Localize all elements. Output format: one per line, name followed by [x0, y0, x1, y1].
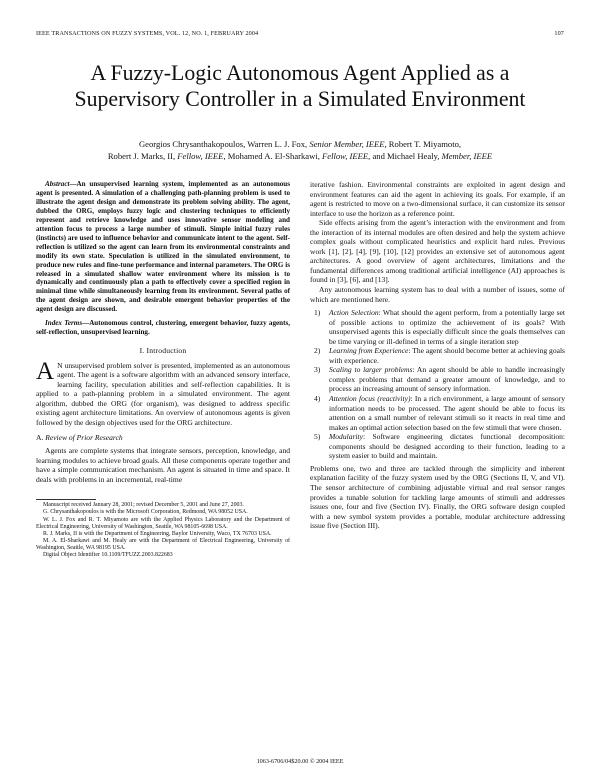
list-item [310, 308, 565, 346]
list-item-title: Attention focus (reactivity) [329, 394, 411, 404]
list-item-text: : Software engineering dictates functional decomposition: components should be designed according to their function, leading to a system easier to build and maintain. [329, 432, 565, 461]
list-item-title: Modularity [329, 432, 363, 442]
issues-list [310, 308, 565, 461]
list-item-title: Scaling to larger problems [329, 365, 413, 375]
author-names-1: Georgios Chrysanthakopoulos, Warren L. J. Fox, [138, 139, 310, 149]
index-terms-text: —Autonomous control, clustering, emergent behavior, fuzzy agents, self-reflection, unsupervised learning. [36, 319, 290, 337]
paragraph: iterative fashion. Environmental constraints are exploited in agent design and environment features can aid the agent in achieving its goals. For example, if an agent is restricted to move on a two-dimensional surface, it can customize its sensor interface to use the horizon as a reference point. [310, 180, 565, 218]
author-names-2: , Robert T. Miyamoto, [384, 139, 462, 149]
footnotes [36, 502, 290, 559]
list-item [310, 346, 565, 365]
paragraph: Side effects arising from the agent’s interaction with the environment and from the interaction of its internal modules are often desired and help the system achieve complex goals without complicated heuristics and explicit hard rules. Previous work [1], [2], [4], [9], [10], [12] provides an extensive set of autonomous agent architectures. A good overview of agent architectures, limitations and the fundamental differences among traditional artificial intelligence (AI) approaches is found in [3], [6], and [13]. [310, 218, 565, 285]
author-line-2 [20, 151, 580, 163]
list-item [310, 432, 565, 461]
right-column [310, 180, 565, 531]
list-item-text: : In a rich environment, a large amount of sensory information needs to be processed. The agent should be able to focus its attention on a small number of relevant stimuli so it reacts in real time and makes an optimal action selection based on the few stimuli that were chosen. [329, 394, 565, 432]
subsection-number: A. [36, 432, 46, 442]
list-item-text: : The agent should become better at achieving goals with experience. [329, 346, 565, 365]
list-item-text: : An agent should be able to handle increasingly complex problems that demand a greater amount of knowledge, and to process an increasing amount of sensory information. [329, 365, 565, 394]
intro-text: N unsupervised problem solver is presented, implemented as an autonomous agent. The agent is a software algorithm with an advanced sensory interface, learning facility, speculation abilities and self-reflection capabilities. It is applied to a path-planning problem in a simulated environment. The agent algorithm, dubbed the ORG (for organism), was designed to address specific existing agent architecture limitations. An overview of autonomous agents is given followed by the design objectives used for the ORG architecture. [36, 360, 290, 428]
index-terms-label: Index Terms [45, 319, 83, 328]
footnote: R. J. Marks, II is with the Department of Engineering, Baylor University, Waco, TX 76703 USA. [43, 530, 272, 537]
author-grade-2: Fellow, IEEE [177, 150, 224, 161]
list-item-title: Action Selection [329, 308, 379, 318]
author-grade-4: Member, IEEE [441, 150, 493, 161]
author-line-1 [20, 139, 580, 151]
subsection-title: Review of Prior Research [45, 432, 123, 442]
footnote: G. Chrysanthakopoulos is with the Microsoft Corporation, Redmond, WA 98052 USA. [43, 509, 248, 516]
list-item [310, 394, 565, 432]
paper-title [20, 60, 580, 112]
list-number: 4) [314, 394, 321, 404]
footnote: Manuscript received January 28, 2001; revised December 5, 2001 and June 27, 2003. [43, 502, 244, 509]
section-heading: I. Introduction [139, 346, 187, 356]
list-item-title: Learning from Experience [329, 346, 409, 356]
subsection-heading [36, 433, 290, 443]
paragraph: Problems one, two and three are tackled through the simplicity and inherent explanation facility of the fuzzy system used by the ORG (Sections II, V, and VI). The sensor architecture of combining adjustable virtual and real sensor ranges provides a tunable solution for tackling large amounts of stimuli and addresses issues one, four and five (Section IV). Finally, the ORG software design coupled with a new symbol system provides a portable, modular architecture addressing issue five (Section III). [310, 463, 565, 531]
abstract [36, 180, 290, 314]
page-number: 107 [554, 30, 564, 37]
abstract-label: Abstract [45, 180, 70, 188]
author-names-4: , Mohamed A. El-Sharkawi, [223, 150, 323, 161]
drop-cap: A [36, 357, 55, 385]
footnote-doi: Digital Object Identifier 10.1109/TFUZZ.2003.822683 [43, 551, 173, 558]
running-head [36, 30, 564, 37]
copyright-footer: 1063-6706/04$20.00 © 2004 IEEE [256, 758, 344, 765]
journal-citation: IEEE TRANSACTIONS ON FUZZY SYSTEMS, VOL. 12, NO. 1, FEBRUARY 2004 [36, 30, 259, 37]
list-number: 2) [314, 346, 321, 356]
paragraph: Any autonomous learning system has to deal with a number of issues, some of which are mentioned here. [310, 285, 565, 304]
list-number: 3) [314, 365, 321, 375]
footnote-rule [36, 499, 96, 500]
title-line-2: Supervisory Controller in a Simulated Environment [74, 87, 526, 111]
left-column [36, 180, 290, 559]
list-number: 5) [314, 432, 321, 442]
intro-paragraph [36, 357, 290, 428]
footnote: M. A. El-Sharkawi and M. Healy are with the Department of Electrical Engineering, University of Washington, Seattle, WA 98195 USA. [36, 537, 290, 551]
review-paragraph: Agents are complete systems that integrate sensors, perception, knowledge, and learning modules to achieve broad goals. All these components operate together and have a simple communication mechanism. An agent is situated in time and space. It deals with problems in an incremental, real-time [36, 446, 290, 484]
footnote: W. L. J. Fox and R. T. Miyamoto are with the Applied Physics Laboratory and the Department of Electrical Engineering, University of Washington, Seattle, WA 98105-6698 USA. [36, 516, 290, 530]
list-item [310, 365, 565, 394]
author-names-3: Robert J. Marks, II, [107, 150, 178, 161]
list-number: 1) [314, 308, 321, 318]
author-grade-1: Senior Member, IEEE [309, 139, 385, 149]
index-terms [36, 319, 290, 337]
abstract-text: —An unsupervised learning system, implemented as an autonomous agent is presented. A simulation of a challenging path-planning problem is used to illustrate the agent design and demonstrate its problem solving ability. The agent, dubbed the ORG, employs fuzzy logic and clustering techniques to efficiently represent and retrieve knowledge and uses innovative sensor modeling and attention focus to process a large number of stimuli. Simple initial fuzzy rules (instincts) are used to influence behavior and communicate intent to the agent. Self-reflection is utilized so the agent can learn from its environmental constraints and modify its own state. Speculation is utilized in the simulated environment, to produce new rules and fine-tune performance and internal parameters. The ORG is released in a simulated shallow water environment where its mission is to dynamically and continuously plan a path to effectively cover a specified region in minimal time while simultaneously learning from its environment. Several paths of the agent design are shown, and desirable emergent behavior properties of the agent design are discussed. [36, 180, 290, 314]
list-item-text: : What should the agent perform, from a potentially large set of possible actions to optimize the achievement of its goals? With unsupervised agents this is especially difficult since the goals themselves can be time varying or ill-defined in terms of a single iteration step [329, 308, 565, 346]
author-names-5: , and Michael Healy, [368, 150, 442, 161]
author-list [20, 139, 580, 162]
author-grade-3: Fellow, IEEE [322, 150, 369, 161]
title-line-1: A Fuzzy-Logic Autonomous Agent Applied as a [90, 61, 510, 85]
